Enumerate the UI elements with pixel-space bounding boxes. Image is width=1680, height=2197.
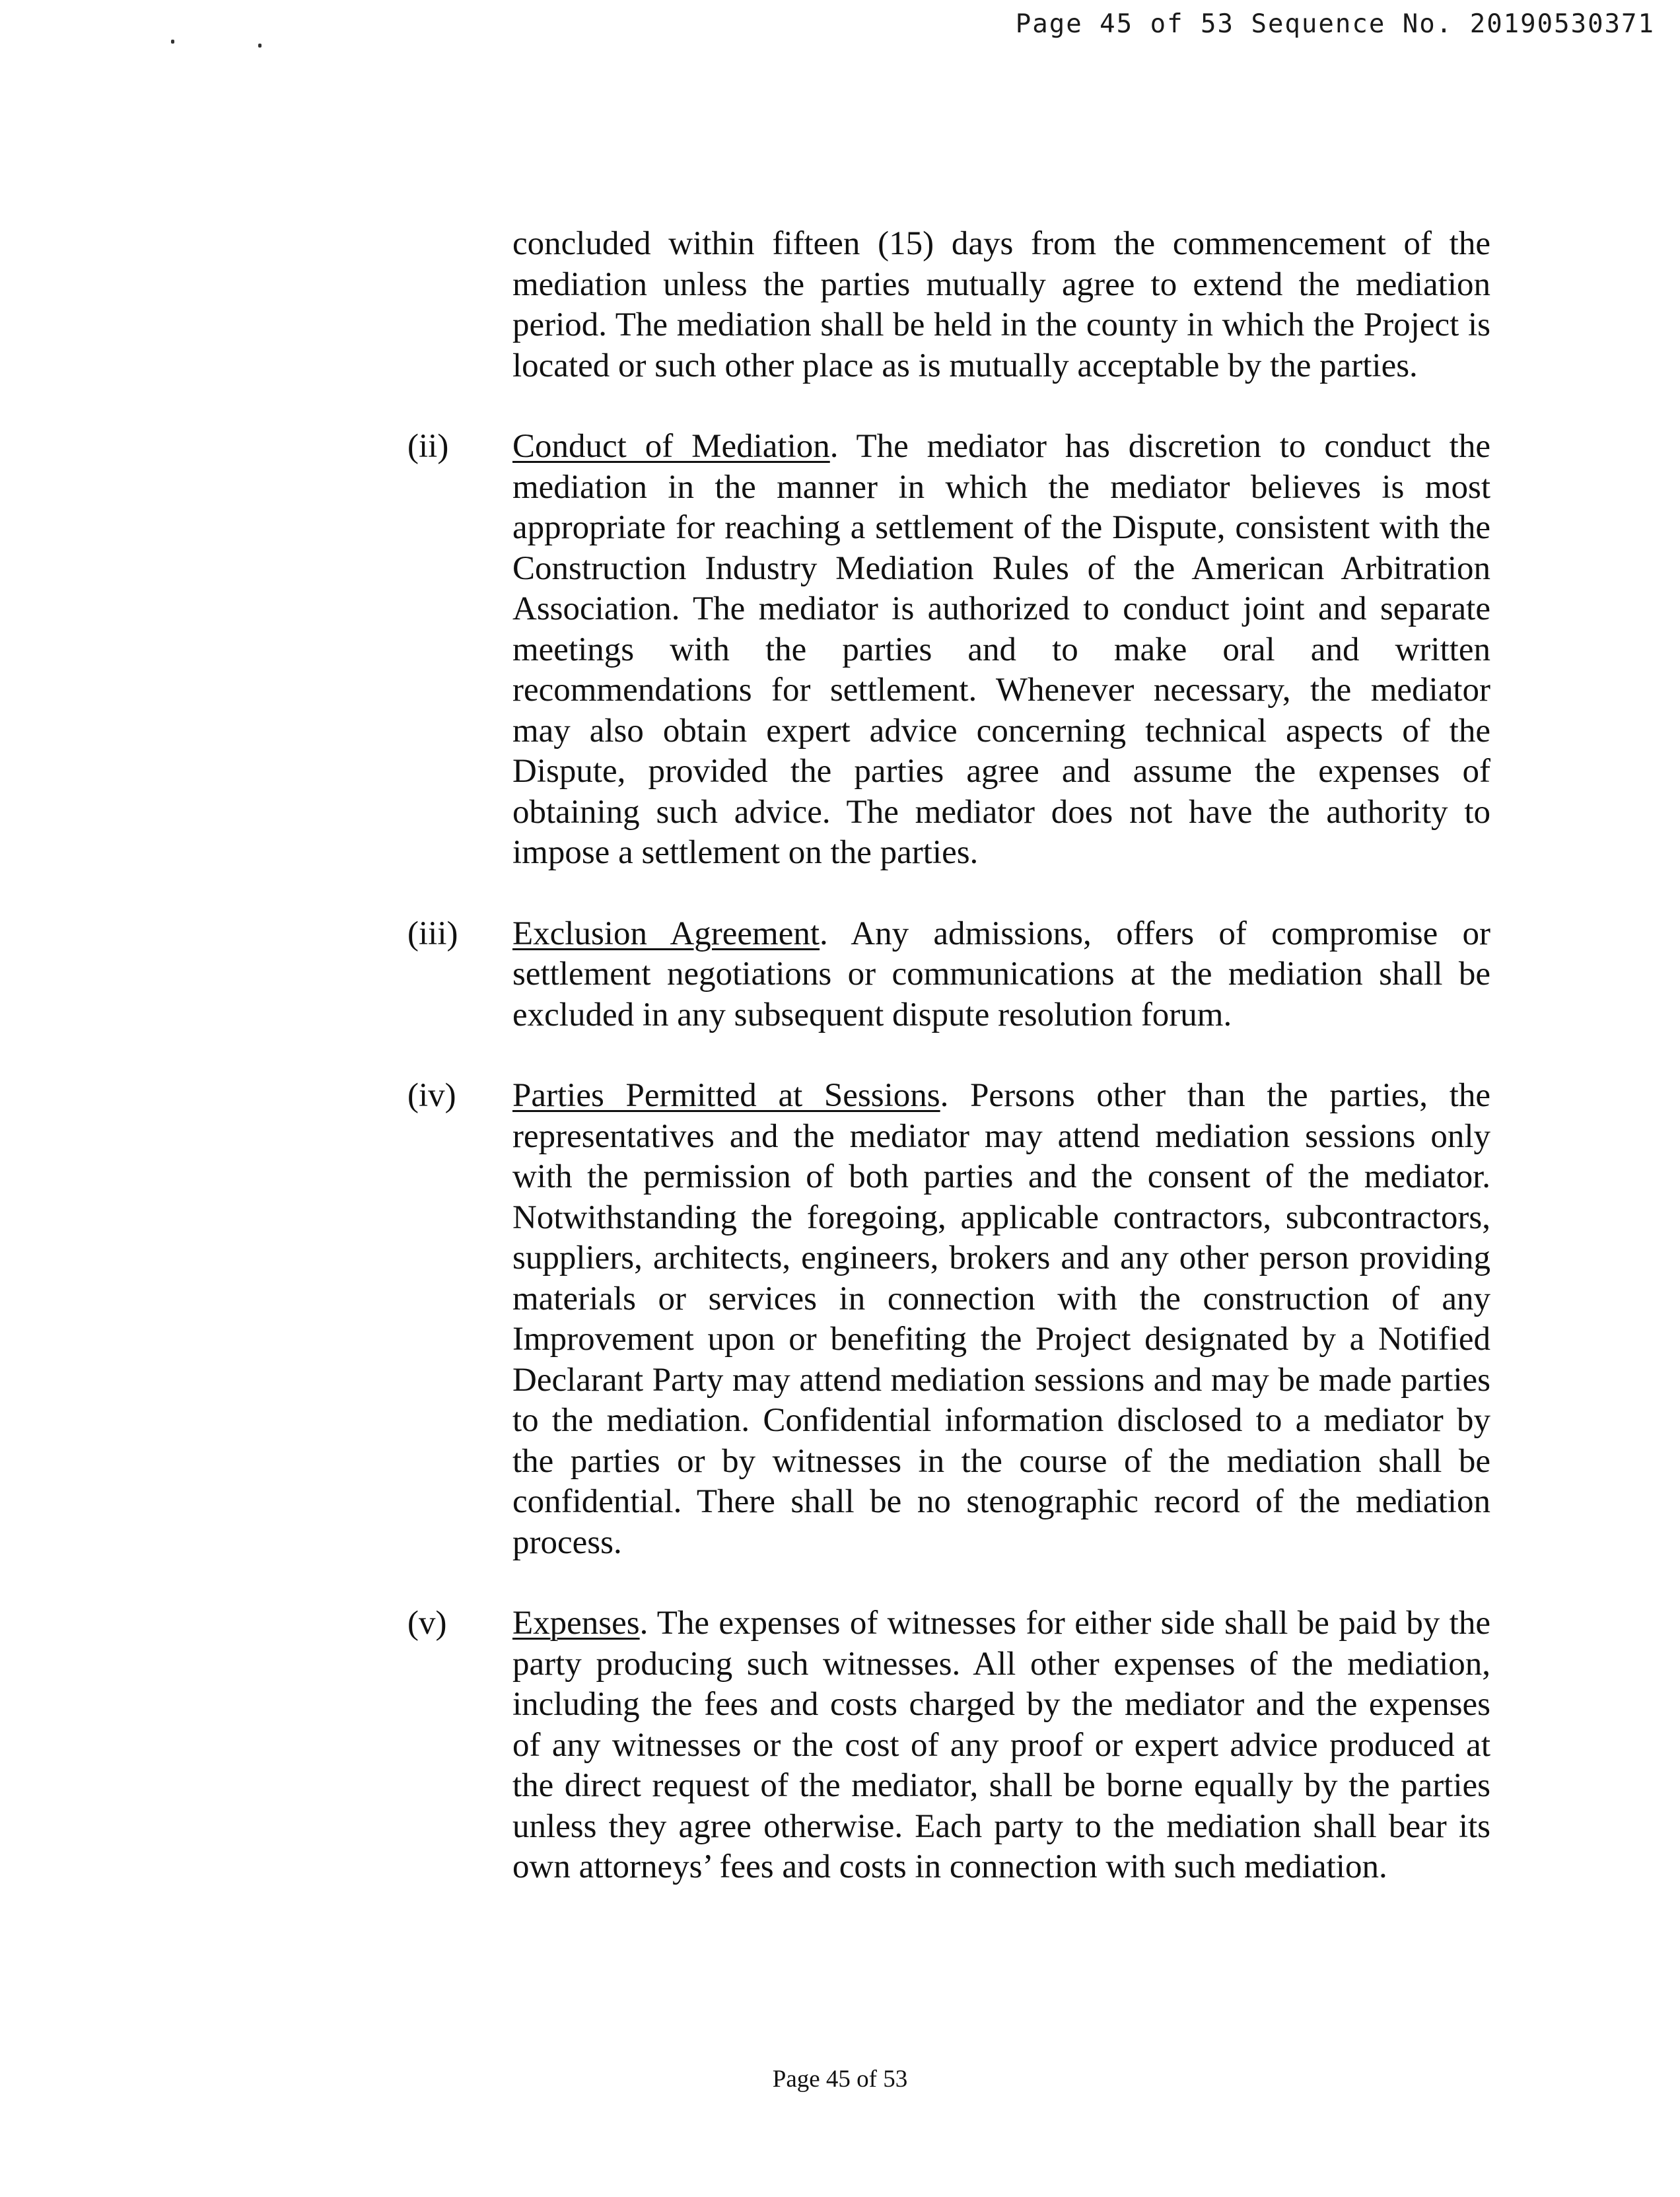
page-footer bbox=[0, 2065, 1680, 2093]
section-iv: (iv) Parties Permitted at Sessions. Persons other than the parties, the representatives and the mediator may attend mediation sessions only with the permission of both parties and the consent of the mediator. Notwithstanding the foregoing, applicable contractors, subcontractors, suppliers, architects, engineers, brokers and any other person providing materials or services in connection with the construction of any Improvement upon or benefiting the Project designated by a Notified Declarant Party may attend mediation sessions and may be made parties to the mediation. Confidential information disclosed to a mediator by the parties or by witnesses in the course of the mediation shall be confidential. There shall be no stenographic record of the mediation process. bbox=[407, 1077, 1490, 1561]
section-ii: (ii) Conduct of Mediation. The mediator has discretion to conduct the mediation in the manner in which the mediator believes is most appropriate for reaching a settlement of the Dispute, consistent with the Construction Industry Mediation Rules of the American Arbitration Association. The mediator is authorized to conduct joint and separate meetings with the parties and to make oral and written recommendations for settlement. Whenever necessary, the mediator may also obtain expert advice concerning technical aspects of the Dispute, provided the parties agree and assume the expenses of obtaining such advice. The mediator does not have the authority to impose a settlement on the parties. bbox=[407, 428, 1490, 871]
section-number: (iv) bbox=[407, 1077, 456, 1114]
section-body: The mediator has discretion to conduct the mediation in the manner in which the mediator believes is most appropriate for reaching a settlement of the Dispute, consistent with the Construction Industry Mediation Rules of the American Arbitration Association. The mediator is authorized to conduct joint and separate meetings with the parties and to make oral and written recommendations for settlement. Whenever necessary, the mediator may also obtain expert advice concerning technical aspects of the Dispute, provided the parties agree and assume the expenses of obtaining such advice. The mediator does not have the authority to impose a settlement on the parties. bbox=[512, 428, 1490, 871]
section-number: (iii) bbox=[407, 915, 458, 952]
section-heading: Parties Permitted at Sessions bbox=[512, 1077, 940, 1114]
section-number: (ii) bbox=[407, 428, 449, 465]
section-body: Persons other than the parties, the representatives and the mediator may attend mediation sessions only with the permission of both parties and the consent of the mediator. Notwithstanding the foregoing, applicable contractors, subcontractors, suppliers, architects, engineers, brokers and any other person providing materials or services in connection with the construction of any Improvement upon or benefiting the Project designated by a Notified Declarant Party may attend mediation sessions and may be made parties to the mediation. Confidential information disclosed to a mediator by the parties or by witnesses in the course of the mediation shall be confidential. There shall be no stenographic record of the mediation process. bbox=[512, 1077, 1490, 1561]
section-number: (v) bbox=[407, 1605, 447, 1642]
document-body bbox=[407, 224, 1490, 1888]
continuation-paragraph bbox=[407, 224, 1490, 386]
scan-speck bbox=[258, 44, 262, 48]
paragraph-text: concluded within fifteen (15) days from the commencement of the mediation unless the parties mutually agree to extend the mediation period. The mediation shall be held in the county in which the Project is located or such other place as is mutually acceptable by the parties. bbox=[512, 225, 1490, 384]
section-heading: Conduct of Mediation bbox=[512, 428, 830, 465]
scan-speck bbox=[171, 40, 174, 44]
recording-stamp: Page 45 of 53 Sequence No. 20190530371 bbox=[1015, 9, 1655, 39]
page-number: Page 45 of 53 bbox=[772, 2066, 908, 2093]
section-heading: Exclusion Agreement bbox=[512, 915, 820, 952]
section-body: The expenses of witnesses for either side shall be paid by the party producing such witnesses. All other expenses of the mediation, including the fees and costs charged by the mediator and the expenses of any witnesses or the cost of any proof or expert advice produced at the direct request of the mediator, shall be borne equally by the parties unless they agree otherwise. Each party to the mediation shall bear its own attorneys’ fees and costs in connection with such mediation. bbox=[512, 1605, 1490, 1885]
section-body: Any admissions, offers of compromise or settlement negotiations or communications at the mediation shall be excluded in any subsequent dispute resolution forum. bbox=[512, 915, 1490, 1033]
section-v: (v) Expenses. The expenses of witnesses for either side shall be paid by the party producing such witnesses. All other expenses of the mediation, including the fees and costs charged by the mediator and the expenses of any witnesses or the cost of any proof or expert advice produced at the direct request of the mediator, shall be borne equally by the parties unless they agree otherwise. Each party to the mediation shall bear its own attorneys’ fees and costs in connection with such mediation. bbox=[407, 1605, 1490, 1885]
section-iii: (iii) Exclusion Agreement. Any admissions, offers of compromise or settlement negotiations or communications at the mediation shall be excluded in any subsequent dispute resolution forum. bbox=[407, 915, 1490, 1033]
section-heading: Expenses bbox=[512, 1605, 640, 1642]
